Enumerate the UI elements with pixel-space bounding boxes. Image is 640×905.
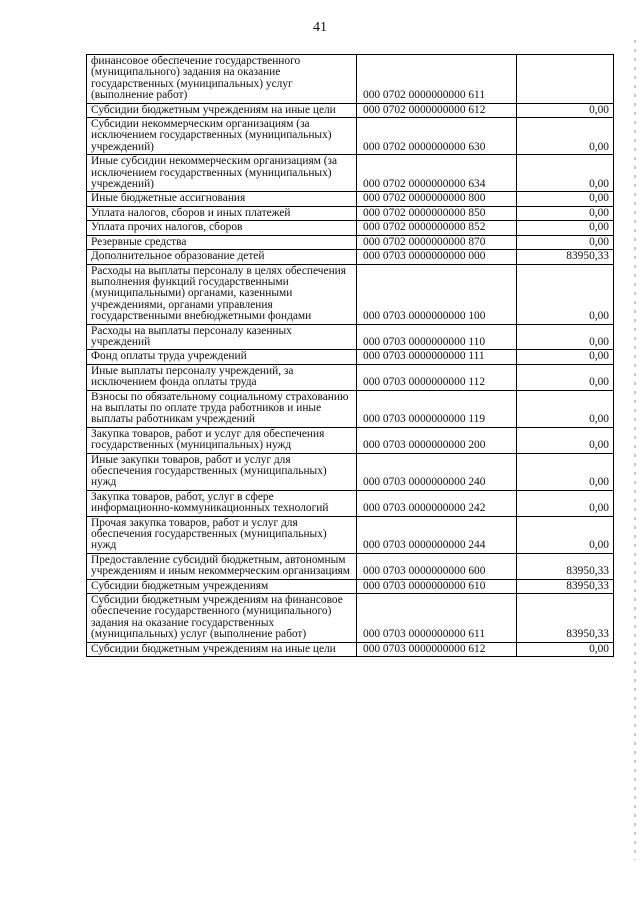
expense-name-cell: Закупка товаров, работ, услуг в сфере информационно-коммуникационных технологий xyxy=(87,490,357,516)
table-row xyxy=(87,364,614,390)
table-row xyxy=(87,264,614,324)
budget-code-cell: 000 0703 0000000000 244 xyxy=(357,516,517,553)
amount-cell: 83950,33 xyxy=(517,594,614,643)
table-row xyxy=(87,192,614,206)
expense-name-cell: Взносы по обязательному социальному страхованию на выплаты по оплате труда работников и иные выплаты работникам учреждений xyxy=(87,390,357,427)
amount-cell: 83950,33 xyxy=(517,250,614,264)
expense-name-cell: Предоставление субсидий бюджетным, автономным учреждениям и иным некоммерческим организациям xyxy=(87,553,357,579)
expense-name-cell: Прочая закупка товаров, работ и услуг для обеспечения государственных (муниципальных) нужд xyxy=(87,516,357,553)
amount-cell: 0,00 xyxy=(517,490,614,516)
budget-code-cell: 000 0702 0000000000 800 xyxy=(357,192,517,206)
table-row xyxy=(87,390,614,427)
budget-code-cell: 000 0702 0000000000 630 xyxy=(357,118,517,155)
amount-cell: 0,00 xyxy=(517,155,614,192)
expense-name-cell: финансовое обеспечение государственного (муниципального) задания на оказание государственных (муниципальных) услуг (выполнение работ) xyxy=(87,55,357,104)
amount-cell: 0,00 xyxy=(517,427,614,453)
table-row xyxy=(87,642,614,656)
table-row xyxy=(87,594,614,643)
budget-code-cell: 000 0703 0000000000 119 xyxy=(357,390,517,427)
amount-cell: 0,00 xyxy=(517,221,614,235)
expense-name-cell: Расходы на выплаты персоналу в целях обеспечения выполнения функций государственными (муниципальными) органами, казенными учреждениями, органами управления государственными внебюджетными фондами xyxy=(87,264,357,324)
amount-cell: 0,00 xyxy=(517,364,614,390)
table-row xyxy=(87,118,614,155)
budget-code-cell: 000 0703 0000000000 240 xyxy=(357,453,517,490)
budget-code-cell: 000 0703 0000000000 000 xyxy=(357,250,517,264)
budget-code-cell: 000 0703 0000000000 612 xyxy=(357,642,517,656)
expense-name-cell: Уплата прочих налогов, сборов xyxy=(87,221,357,235)
budget-code-cell: 000 0703 0000000000 100 xyxy=(357,264,517,324)
expense-name-cell: Расходы на выплаты персоналу казенных учреждений xyxy=(87,324,357,350)
amount-cell: 0,00 xyxy=(517,324,614,350)
expense-name-cell: Субсидии бюджетным учреждениям на финансовое обеспечение государственного (муниципального) задания на оказание государственных (муниципальных) услуг (выполнение работ) xyxy=(87,594,357,643)
table-row xyxy=(87,250,614,264)
scan-edge-mark xyxy=(634,40,636,860)
amount-cell: 0,00 xyxy=(517,192,614,206)
table-row xyxy=(87,579,614,593)
budget-code-cell: 000 0702 0000000000 634 xyxy=(357,155,517,192)
table-row xyxy=(87,350,614,364)
budget-code-cell: 000 0703 0000000000 600 xyxy=(357,553,517,579)
table-row xyxy=(87,206,614,220)
amount-cell: 0,00 xyxy=(517,264,614,324)
table-row xyxy=(87,155,614,192)
expense-name-cell: Субсидии некоммерческим организациям (за исключением государственных (муниципальных) учреждений) xyxy=(87,118,357,155)
budget-code-cell: 000 0703 0000000000 610 xyxy=(357,579,517,593)
amount-cell: 83950,33 xyxy=(517,579,614,593)
expense-name-cell: Субсидии бюджетным учреждениям на иные цели xyxy=(87,642,357,656)
amount-cell: 83950,33 xyxy=(517,553,614,579)
expense-name-cell: Закупка товаров, работ и услуг для обеспечения государственных (муниципальных) нужд xyxy=(87,427,357,453)
table-row xyxy=(87,103,614,117)
expense-name-cell: Иные выплаты персоналу учреждений, за исключением фонда оплаты труда xyxy=(87,364,357,390)
expense-name-cell: Субсидии бюджетным учреждениям на иные цели xyxy=(87,103,357,117)
amount-cell: 0,00 xyxy=(517,642,614,656)
table-row xyxy=(87,221,614,235)
table-row xyxy=(87,553,614,579)
budget-code-cell: 000 0702 0000000000 611 xyxy=(357,55,517,104)
amount-cell: 0,00 xyxy=(517,453,614,490)
expense-name-cell: Субсидии бюджетным учреждениям xyxy=(87,579,357,593)
budget-code-cell: 000 0703 0000000000 111 xyxy=(357,350,517,364)
budget-table-body xyxy=(87,55,614,657)
expense-name-cell: Иные бюджетные ассигнования xyxy=(87,192,357,206)
amount-cell: 0,00 xyxy=(517,235,614,249)
table-row xyxy=(87,427,614,453)
budget-code-cell: 000 0703 0000000000 242 xyxy=(357,490,517,516)
amount-cell: 0,00 xyxy=(517,516,614,553)
table-row xyxy=(87,55,614,104)
budget-code-cell: 000 0703 0000000000 112 xyxy=(357,364,517,390)
expense-name-cell: Уплата налогов, сборов и иных платежей xyxy=(87,206,357,220)
amount-cell: 0,00 xyxy=(517,103,614,117)
budget-code-cell: 000 0702 0000000000 870 xyxy=(357,235,517,249)
budget-table xyxy=(86,54,614,657)
table-row xyxy=(87,235,614,249)
table-row xyxy=(87,516,614,553)
page-number: 41 xyxy=(313,20,327,35)
table-row xyxy=(87,490,614,516)
budget-code-cell: 000 0703 0000000000 200 xyxy=(357,427,517,453)
budget-code-cell: 000 0702 0000000000 850 xyxy=(357,206,517,220)
budget-code-cell: 000 0702 0000000000 852 xyxy=(357,221,517,235)
expense-name-cell: Иные закупки товаров, работ и услуг для обеспечения государственных (муниципальных) нужд xyxy=(87,453,357,490)
expense-name-cell: Иные субсидии некоммерческим организациям (за исключением государственных (муниципальных) учреждений) xyxy=(87,155,357,192)
budget-code-cell: 000 0702 0000000000 612 xyxy=(357,103,517,117)
amount-cell: 0,00 xyxy=(517,206,614,220)
expense-name-cell: Фонд оплаты труда учреждений xyxy=(87,350,357,364)
amount-cell: 0,00 xyxy=(517,390,614,427)
table-row xyxy=(87,324,614,350)
amount-cell xyxy=(517,55,614,104)
amount-cell: 0,00 xyxy=(517,118,614,155)
expense-name-cell: Резервные средства xyxy=(87,235,357,249)
table-row xyxy=(87,453,614,490)
budget-code-cell: 000 0703 0000000000 611 xyxy=(357,594,517,643)
expense-name-cell: Дополнительное образование детей xyxy=(87,250,357,264)
amount-cell: 0,00 xyxy=(517,350,614,364)
budget-code-cell: 000 0703 0000000000 110 xyxy=(357,324,517,350)
